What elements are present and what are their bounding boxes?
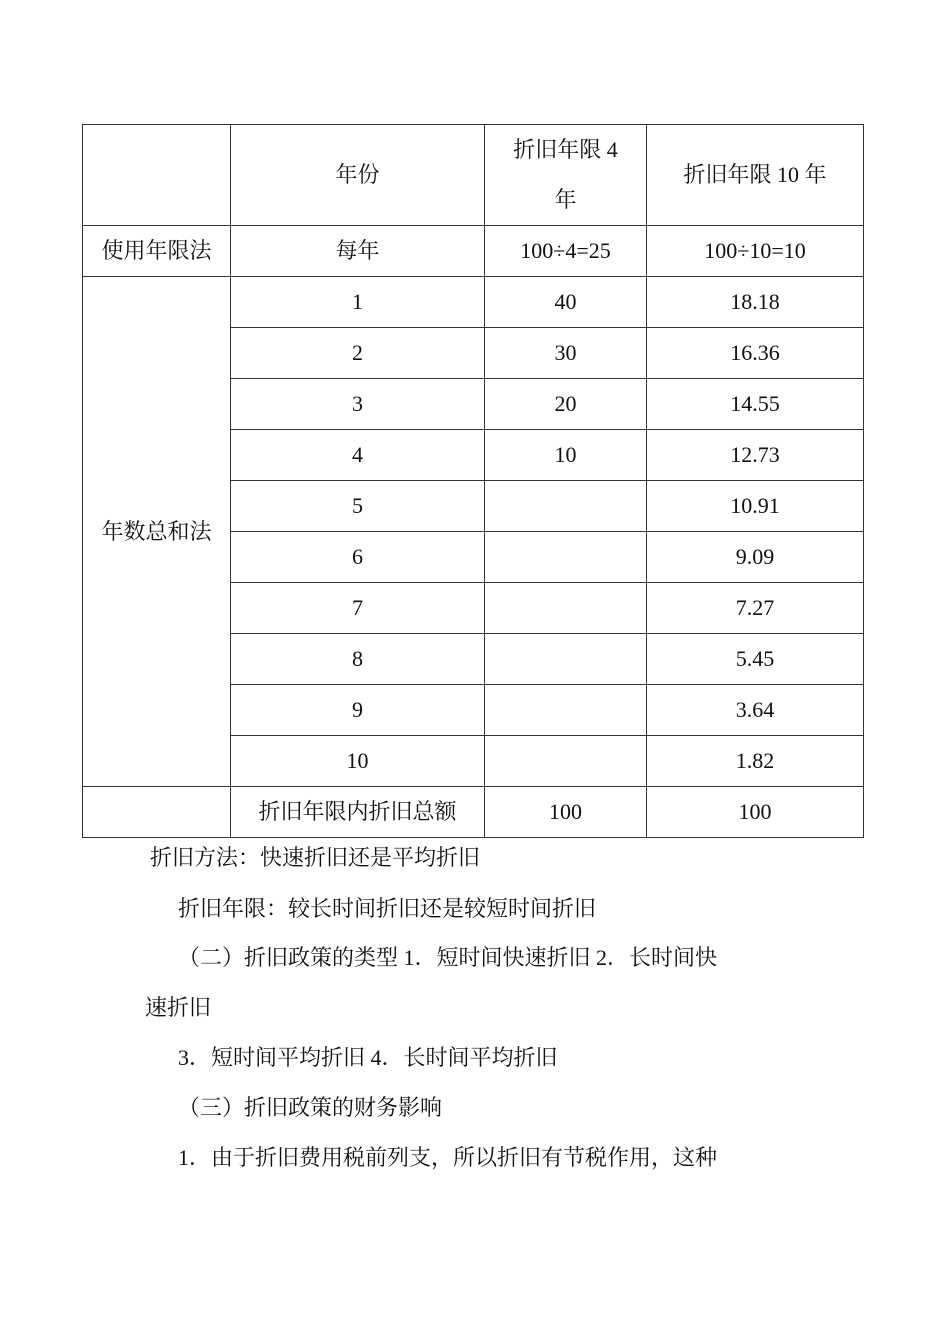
header-4-years: 折旧年限 4 年 (485, 125, 647, 226)
year-cell: 3 (231, 379, 485, 430)
year-cell: 7 (231, 583, 485, 634)
year-cell: 4 (231, 430, 485, 481)
year-cell: 6 (231, 532, 485, 583)
section-heading-financial-impact: （三）折旧政策的财务影响 (178, 1095, 443, 1120)
header-year: 年份 (231, 125, 485, 226)
paragraph-policy-types-2: 3．短时间平均折旧 4．长时间平均折旧 (178, 1045, 558, 1070)
year-cell: 1 (231, 277, 485, 328)
year-cell: 每年 (231, 226, 485, 277)
year-cell: 10 (231, 736, 485, 787)
total-label: 折旧年限内折旧总额 (231, 787, 485, 838)
year-cell: 5 (231, 481, 485, 532)
value-10-years: 10.91 (647, 481, 864, 532)
method-straight-line: 使用年限法 (83, 226, 231, 277)
year-cell: 8 (231, 634, 485, 685)
method-sum-of-years: 年数总和法 (83, 277, 231, 787)
header-10-years: 折旧年限 10 年 (647, 125, 864, 226)
value-4-years: 20 (485, 379, 647, 430)
year-cell: 9 (231, 685, 485, 736)
table-row (83, 277, 864, 328)
value-10-years: 100÷10=10 (647, 226, 864, 277)
total-4-years: 100 (485, 787, 647, 838)
paragraph-tax-saving: 1．由于折旧费用税前列支，所以折旧有节税作用，这种 (178, 1145, 718, 1170)
total-row (83, 787, 864, 838)
value-4-years (485, 736, 647, 787)
total-10-years: 100 (647, 787, 864, 838)
value-4-years (485, 481, 647, 532)
value-4-years: 40 (485, 277, 647, 328)
year-cell: 2 (231, 328, 485, 379)
value-10-years: 5.45 (647, 634, 864, 685)
paragraph-depreciation-method: 折旧方法：快速折旧还是平均折旧 (150, 845, 481, 870)
value-10-years: 9.09 (647, 532, 864, 583)
total-empty-cell (83, 787, 231, 838)
value-10-years: 3.64 (647, 685, 864, 736)
paragraph-policy-types-cont: 速折旧 (145, 995, 212, 1020)
value-4-years (485, 634, 647, 685)
straight-line-row (83, 226, 864, 277)
depreciation-table (82, 124, 864, 838)
paragraph-policy-types: （二）折旧政策的类型 1．短时间快速折旧 2．长时间快 (178, 945, 718, 970)
value-10-years: 14.55 (647, 379, 864, 430)
value-10-years: 16.36 (647, 328, 864, 379)
paragraph-depreciation-period: 折旧年限：较长时间折旧还是较短时间折旧 (178, 896, 597, 921)
value-4-years (485, 532, 647, 583)
value-4-years (485, 685, 647, 736)
header-row (83, 125, 864, 226)
value-4-years: 100÷4=25 (485, 226, 647, 277)
value-10-years: 1.82 (647, 736, 864, 787)
value-4-years (485, 583, 647, 634)
value-4-years: 10 (485, 430, 647, 481)
value-10-years: 18.18 (647, 277, 864, 328)
value-4-years: 30 (485, 328, 647, 379)
value-10-years: 12.73 (647, 430, 864, 481)
value-10-years: 7.27 (647, 583, 864, 634)
header-empty-cell (83, 125, 231, 226)
